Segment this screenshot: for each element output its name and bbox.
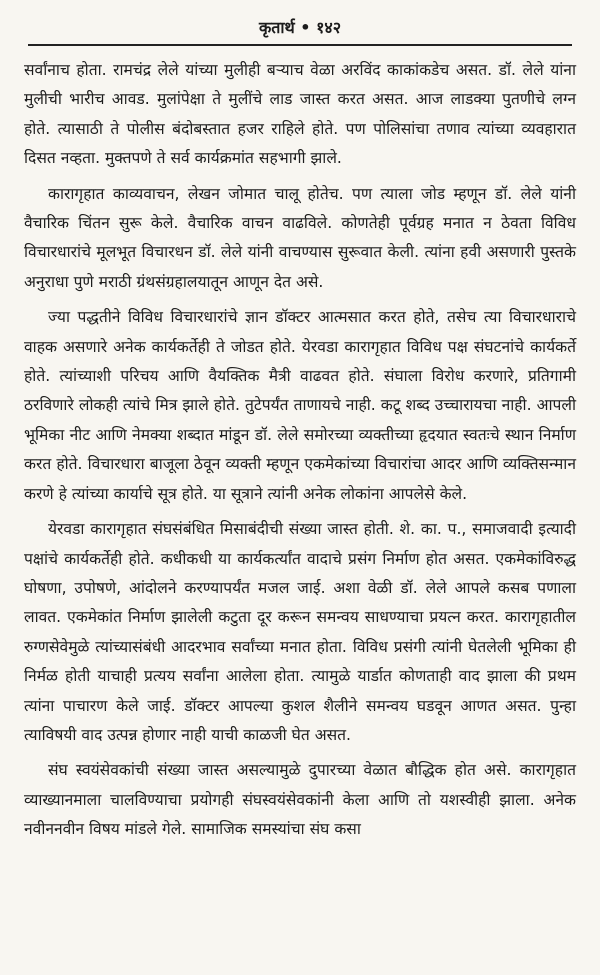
paragraph-3: ज्या पद्धतीने विविध विचारधारांचे ज्ञान डॉक्टर आत्मसात करत होते, तसेच त्या विचारधाराचे वाहक असणारे अनेक कार्यकर्तेही ते जोडत होते. येरवडा कारागृहात विविध पक्ष संघटनांचे कार्यकर्ते होते. त्यांच्याशी परिचय आणि वैयक्तिक मैत्री वाढवत होते. संघाला विरोध करणारे, प्रतिगामी ठरविणारे लोकही त्यांचे मित्र झाले होते. तुटेपर्यंत ताणायचे नाही. कटू शब्द उच्चारायचा नाही. आपली भूमिका नीट आणि नेमक्या शब्दात मांडून डॉ. लेले समोरच्या व्यक्तीच्या हृदयात स्वतःचे स्थान निर्माण करत होते. विचारधारा बाजूला ठेवून व्यक्ती म्हणून एकमेकांच्या विचारांचा आदर आणि व्यक्तिसन्मान करणे हे त्यांच्या कार्याचे सूत्र होते. या सूत्राने त्यांनी अनेक लोकांना आपलेसे केले. (24, 308, 576, 503)
paragraph-2: कारागृहात काव्यवाचन, लेखन जोमात चालू होतेच. पण त्याला जोड म्हणून डॉ. लेले यांनी वैचारिक चिंतन सुरू केले. वैचारिक वाचन वाढविले. कोणतेही पूर्वग्रह मनात न ठेवता विविध विचारधारांचे मूलभूत विचारधन डॉ. लेले यांनी वाचण्यास सुरूवात केली. त्यांना हवी असणारी पुस्तके अनुराधा पुणे मराठी ग्रंथसंग्रहालयातून आणून देत असे. (24, 184, 576, 291)
paragraph-4: येरवडा कारागृहात संघसंबंधित मिसाबंदीची संख्या जास्त होती. शे. का. प., समाजवादी इत्यादी पक्षांचे कार्यकर्तेही होते. कधीकधी या कार्यकर्त्यांत वादाचे प्रसंग निर्माण होत असत. एकमेकांविरुद्ध घोषणा, उपोषणे, आंदोलने करण्यापर्यंत मजल जाई. अशा वेळी डॉ. लेले आपले कसब पणाला लावत. एकमेकांत निर्माण झालेली कटुता दूर करून समन्वय साधण्याचा प्रयत्न करत. कारागृहातील रुग्णसेवेमुळे त्यांच्यासंबंधी आदरभाव सर्वांच्या मनात होता. विविध प्रसंगी त्यांनी घेतलेली भूमिका ही निर्मळ होती याचाही प्रत्यय सर्वांना आलेला होता. त्यामुळे यार्डात कोणताही वाद झाला की प्रथम त्यांना पाचारण केले जाई. डॉक्टर आपल्या कुशल शैलीने समन्वय घडवून आणत असत. पुन्हा त्याविषयी वाद उत्पन्न होणार नाही याची काळजी घेत असत. (24, 520, 576, 744)
body-text (24, 56, 576, 845)
header-rule (28, 44, 572, 46)
paragraph-1: सर्वांनाच होता. रामचंद्र लेले यांच्या मुलीही बऱ्याच वेळा अरविंद काकांकडेच असत. डॉ. लेले यांना मुलीची भारीच आवड. मुलांपेक्षा ते मुलींचे लाड जास्त करत असत. आज लाडक्या पुतणीचे लग्न होते. त्यासाठी ते पोलीस बंदोबस्तात हजर राहिले होते. पण पोलिसांचा तणाव त्यांच्या व्यवहारात दिसत नव्हता. मुक्तपणे ते सर्व कार्यक्रमांत सहभागी झाले. (24, 61, 576, 168)
page-title: कृतार्थ • १४२ (258, 18, 342, 37)
running-header (24, 0, 576, 44)
paragraph-5: संघ स्वयंसेवकांची संख्या जास्त असल्यामुळे दुपारच्या वेळात बौद्धिक होत असे. कारागृहात व्याख्यानमाला चालविण्याचा प्रयोगही संघस्वयंसेवकांनी केला आणि तो यशस्वीही झाला. अनेक नवीननवीन विषय मांडले गेले. सामाजिक समस्यांचा संघ कसा (24, 761, 576, 839)
